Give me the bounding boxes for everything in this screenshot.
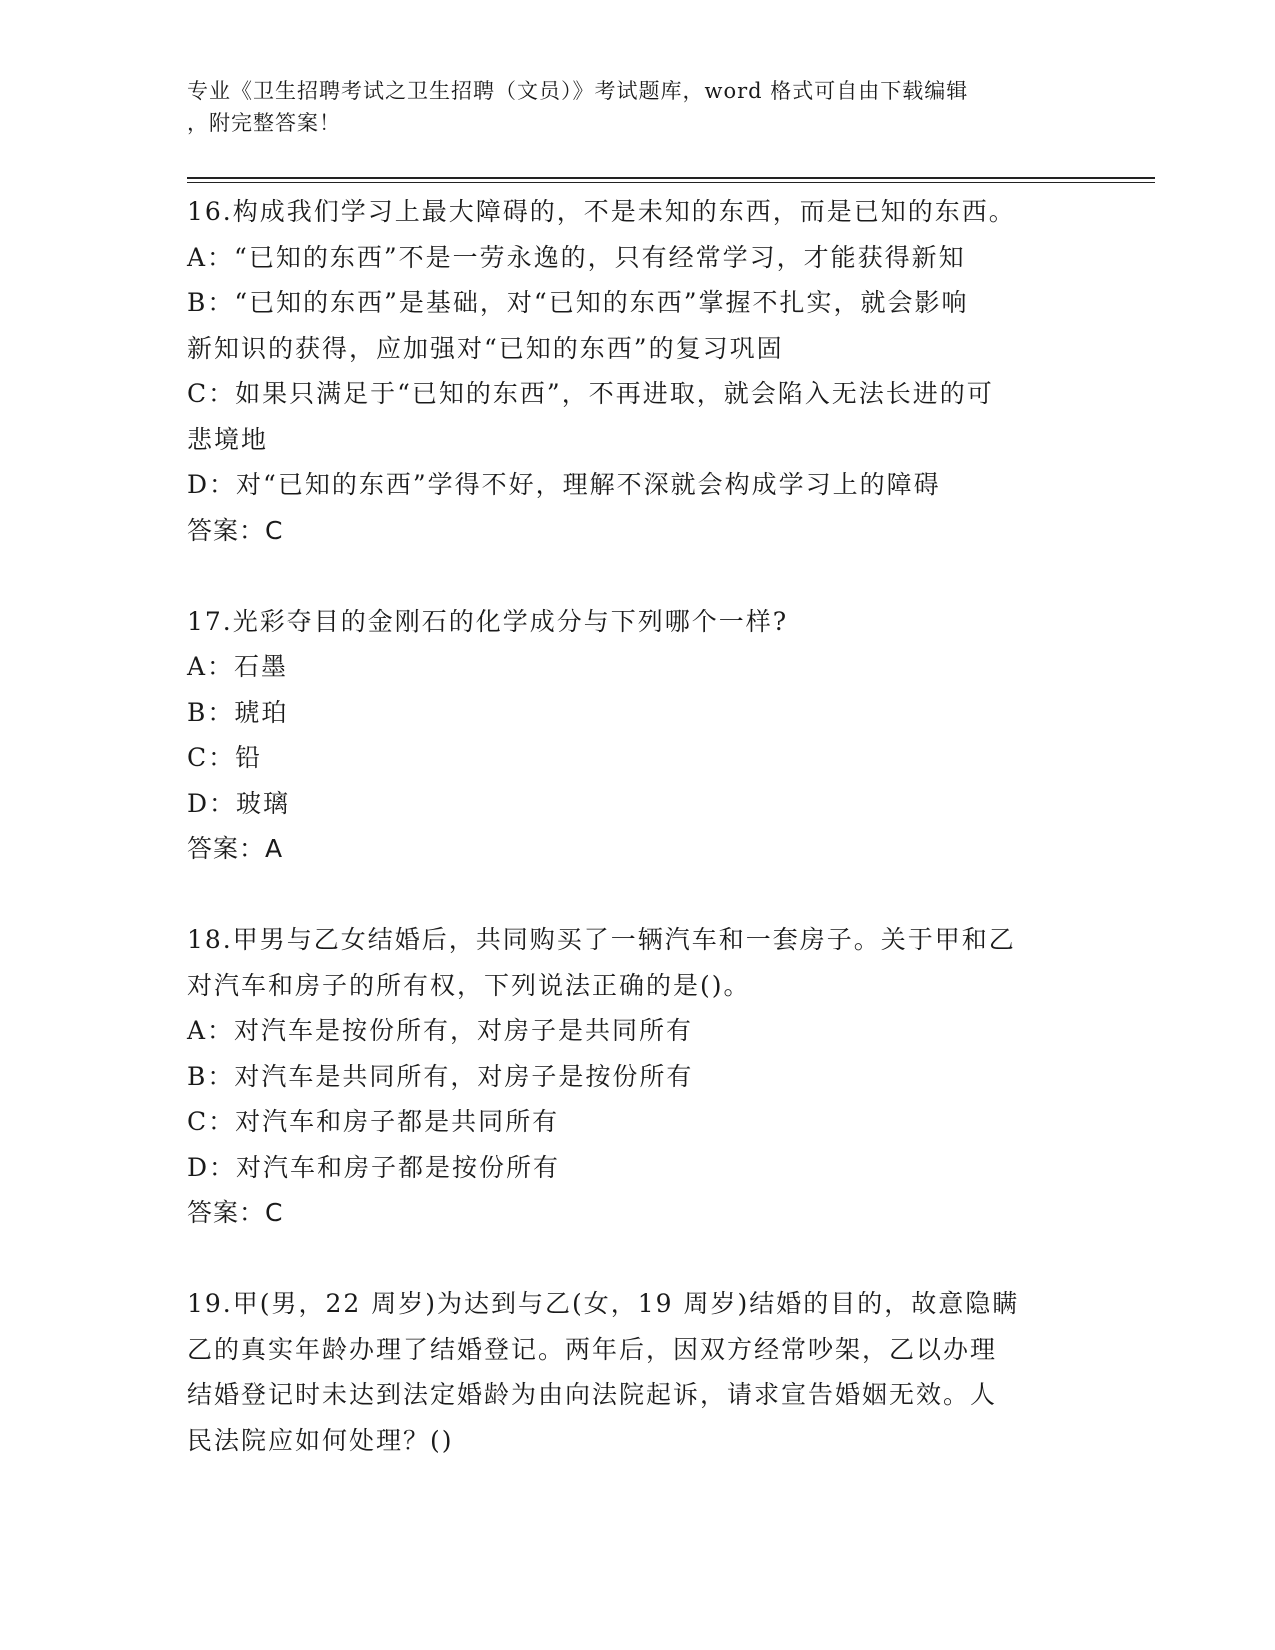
option-b: B：对汽车是共同所有，对房子是按份所有 [187, 1061, 694, 1091]
option-c-continued: 悲境地 [187, 424, 269, 454]
option-a: A：“已知的东西”不是一劳永逸的，只有经常学习，才能获得新知 [187, 242, 966, 272]
option-b: B：“已知的东西”是基础，对“已知的东西”掌握不扎实，就会影响 [187, 288, 969, 317]
question-stem: 18.甲男与乙女结婚后，共同购买了一辆汽车和一套房子。关于甲和乙 [187, 925, 1016, 954]
question-18 [187, 917, 1087, 1236]
option-d: D：对汽车和房子都是按份所有 [187, 1152, 561, 1182]
question-stem-continued: 乙的真实年龄办理了结婚登记。两年后，因双方经常吵架，乙以办理 [187, 1334, 998, 1364]
answer-label: 答案：C [187, 515, 284, 545]
question-16 [187, 189, 1087, 553]
option-b: B：琥珀 [187, 697, 289, 727]
header-divider-thick [187, 177, 1155, 179]
header-line-2: ，附完整答案！ [187, 111, 341, 135]
option-b-continued: 新知识的获得，应加强对“已知的东西”的复习巩固 [187, 333, 784, 363]
option-c: C：对汽车和房子都是共同所有 [187, 1107, 560, 1136]
question-stem: 17.光彩夺目的金刚石的化学成分与下列哪个一样? [187, 606, 789, 636]
question-17 [187, 599, 1087, 872]
option-a: A：对汽车是按份所有，对房子是共同所有 [187, 1016, 694, 1045]
option-c: C：如果只满足于“已知的东西”，不再进取，就会陷入无法长进的可 [187, 379, 994, 408]
question-stem: 19.甲(男，22 周岁)为达到与乙(女，19 周岁)结婚的目的，故意隐瞒 [187, 1289, 1020, 1318]
option-c: C：铅 [187, 743, 263, 772]
option-d: D：玻璃 [187, 788, 291, 818]
question-stem-continued: 民法院应如何处理？() [187, 1425, 454, 1455]
question-stem-continued: 对汽车和房子的所有权，下列说法正确的是()。 [187, 970, 751, 1000]
question-list [187, 189, 1087, 1509]
answer-label: 答案：C [187, 1198, 284, 1227]
page-header [187, 75, 1087, 139]
option-d: D：对“已知的东西”学得不好，理解不深就会构成学习上的障碍 [187, 470, 941, 499]
answer-label: 答案：A [187, 834, 284, 863]
option-a: A：石墨 [187, 652, 289, 681]
question-stem: 16.构成我们学习上最大障碍的，不是未知的东西，而是已知的东西。 [187, 197, 1016, 226]
question-19 [187, 1281, 1087, 1463]
question-stem-continued: 结婚登记时未达到法定婚龄为由向法院起诉，请求宣告婚姻无效。人 [187, 1380, 998, 1409]
header-divider-thin [187, 182, 1155, 183]
header-line-1: 专业《卫生招聘考试之卫生招聘（文员）》考试题库，word 格式可自由下载编辑 [187, 79, 969, 103]
